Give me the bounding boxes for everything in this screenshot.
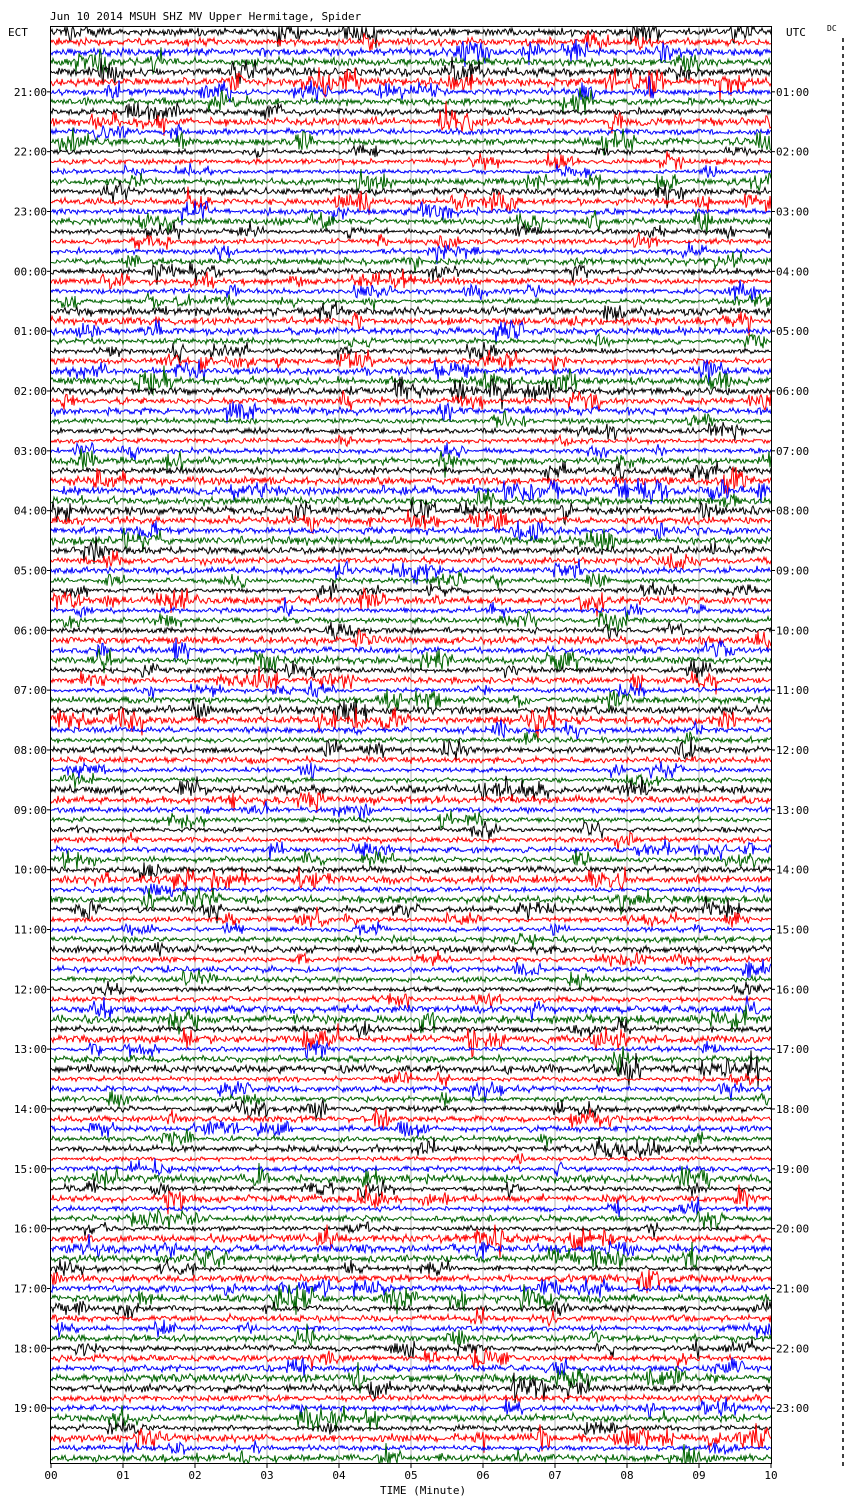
left-hour-label: 23:00: [13, 205, 47, 219]
x-tick-label: 02: [188, 1469, 202, 1482]
left-hour-label: 05:00: [13, 564, 47, 578]
right-hour-label: 05:00: [776, 325, 810, 339]
left-hour-label: 09:00: [13, 803, 47, 817]
x-tick-label: 03: [260, 1469, 274, 1482]
right-hour-label: 20:00: [776, 1222, 810, 1236]
right-hour-label: 06:00: [776, 384, 810, 398]
right-hour-label: 18:00: [776, 1102, 810, 1116]
x-tick-label: 08: [620, 1469, 634, 1482]
left-hour-label: 01:00: [13, 325, 47, 339]
right-hour-label: 16:00: [776, 983, 810, 997]
right-hour-label: 12:00: [776, 743, 810, 757]
right-hour-label: 09:00: [776, 564, 810, 578]
left-hour-label: 07:00: [13, 684, 47, 698]
right-hour-label: 11:00: [776, 684, 810, 698]
label-layer: [14, 86, 809, 1482]
left-hour-label: 21:00: [13, 85, 47, 99]
x-tick-label: 05: [404, 1469, 418, 1482]
x-tick-label: 09: [692, 1469, 706, 1482]
left-hour-label: 19:00: [13, 1402, 47, 1416]
left-hour-label: 13:00: [13, 1043, 47, 1057]
dc-label: DC: [827, 24, 837, 33]
left-hour-label: 14:00: [13, 1102, 47, 1116]
left-hour-label: 17:00: [13, 1282, 47, 1296]
left-hour-label: 04:00: [13, 504, 47, 518]
left-hour-label: 22:00: [13, 145, 47, 159]
right-hour-label: 19:00: [776, 1162, 810, 1176]
x-tick-label: 00: [44, 1469, 58, 1482]
x-tick-label: 01: [116, 1469, 130, 1482]
left-hour-label: 12:00: [13, 983, 47, 997]
right-hour-label: 02:00: [776, 145, 810, 159]
x-tick-label: 10: [764, 1469, 778, 1482]
left-axis-label: ECT: [8, 26, 28, 39]
left-hour-label: 03:00: [13, 444, 47, 458]
right-axis-label: UTC: [786, 26, 806, 39]
left-hour-label: 00:00: [13, 265, 47, 279]
left-hour-label: 16:00: [13, 1222, 47, 1236]
x-tick-label: 04: [332, 1469, 346, 1482]
right-hour-label: 10:00: [776, 624, 810, 638]
right-hour-label: 17:00: [776, 1043, 810, 1057]
left-hour-label: 06:00: [13, 624, 47, 638]
left-hour-label: 15:00: [13, 1162, 47, 1176]
chart-title: Jun 10 2014 MSUH SHZ MV Upper Hermitage, Spider: [50, 10, 362, 23]
right-hour-label: 21:00: [776, 1282, 810, 1296]
left-hour-label: 02:00: [13, 384, 47, 398]
right-hour-label: 23:00: [776, 1402, 810, 1416]
right-hour-label: 04:00: [776, 265, 810, 279]
right-hour-label: 13:00: [776, 803, 810, 817]
right-hour-label: 15:00: [776, 923, 810, 937]
left-hour-label: 11:00: [13, 923, 47, 937]
right-hour-label: 14:00: [776, 863, 810, 877]
right-hour-label: 01:00: [776, 85, 810, 99]
right-hour-label: 08:00: [776, 504, 810, 518]
x-tick-label: 07: [548, 1469, 562, 1482]
x-axis-title: TIME (Minute): [380, 1484, 467, 1497]
left-hour-label: 10:00: [13, 863, 47, 877]
right-hour-label: 22:00: [776, 1342, 810, 1356]
right-hour-label: 07:00: [776, 444, 810, 458]
x-tick-label: 06: [476, 1469, 490, 1482]
right-hour-label: 03:00: [776, 205, 810, 219]
left-hour-label: 18:00: [13, 1342, 47, 1356]
left-hour-label: 08:00: [13, 743, 47, 757]
